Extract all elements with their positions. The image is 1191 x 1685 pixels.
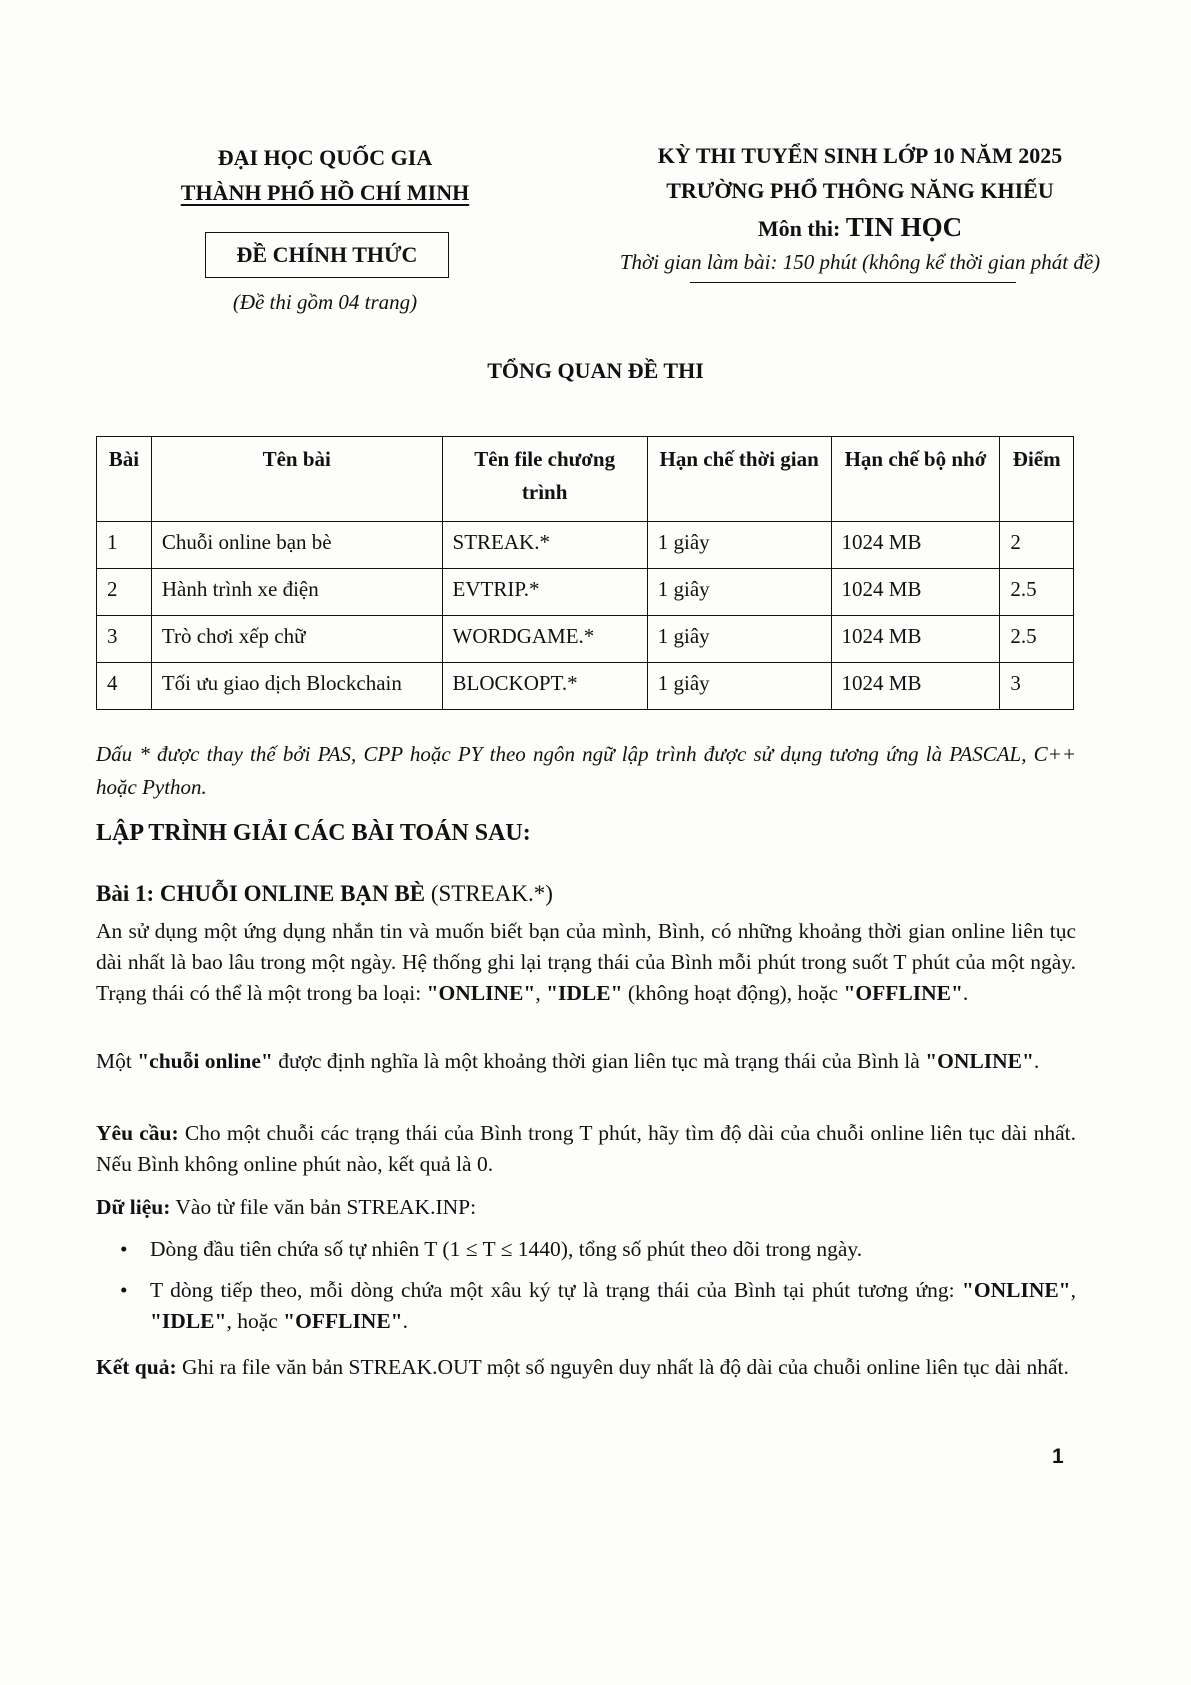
cell-memory: 1024 MB — [831, 522, 1000, 569]
city-name: THÀNH PHỐ HỒ CHÍ MINH — [180, 180, 470, 205]
header-memory-limit: Hạn chế bộ nhớ — [831, 437, 1000, 522]
header-time-limit: Hạn chế thời gian — [647, 437, 831, 522]
header-left — [150, 140, 500, 210]
cell-memory: 1024 MB — [831, 663, 1000, 710]
time-underline — [690, 282, 1016, 283]
cell-memory: 1024 MB — [831, 569, 1000, 616]
subject-value: TIN HỌC — [845, 212, 963, 242]
cell-name: Chuỗi online bạn bè — [151, 522, 442, 569]
bullet-sep: , — [1070, 1278, 1076, 1302]
def-term: "chuỗi online" — [137, 1049, 273, 1073]
cell-problem: 4 — [97, 663, 152, 710]
header-file: Tên file chương trình — [442, 437, 647, 522]
cell-file: WORDGAME.* — [442, 616, 647, 663]
status-online: "ONLINE" — [961, 1278, 1071, 1302]
problem1-output — [96, 1352, 1076, 1383]
header-name: Tên bài — [151, 437, 442, 522]
overview-table — [96, 436, 1074, 710]
bullet-dot: • — [120, 1237, 128, 1261]
table-row — [97, 522, 1074, 569]
status-idle: "IDLE" — [150, 1309, 227, 1333]
problem1-requirement — [96, 1118, 1076, 1180]
cell-score: 2.5 — [1000, 616, 1074, 663]
output-label: Kết quả: — [96, 1355, 177, 1379]
bullet-text: Dòng đầu tiên chứa số tự nhiên T (1 ≤ T ≤ 1440), tổng số phút theo dõi trong ngày. — [150, 1237, 863, 1261]
section-title: LẬP TRÌNH GIẢI CÁC BÀI TOÁN SAU: — [96, 820, 531, 846]
status-offline: "OFFLINE" — [283, 1309, 403, 1333]
cell-score: 3 — [1000, 663, 1074, 710]
header-problem: Bài — [97, 437, 152, 522]
cell-file: EVTRIP.* — [442, 569, 647, 616]
problem1-description — [96, 916, 1076, 1009]
status-online: "ONLINE" — [925, 1049, 1034, 1073]
bullet-text: T dòng tiếp theo, mỗi dòng chứa một xâu ký tự là trạng thái của Bình tại phút tương ứng: — [150, 1278, 962, 1302]
bullet-text: , hoặc — [226, 1309, 284, 1333]
problem1-definition — [96, 1046, 1076, 1077]
requirement-label: Yêu cầu: — [96, 1121, 179, 1145]
desc-sep: , — [535, 981, 547, 1005]
def-text: . — [1033, 1049, 1040, 1073]
cell-time: 1 giây — [647, 522, 831, 569]
problem1-input — [96, 1192, 1076, 1223]
table-row — [97, 616, 1074, 663]
cell-time: 1 giây — [647, 663, 831, 710]
problem1-title-bold: Bài 1: CHUỖI ONLINE BẠN BÈ — [96, 881, 426, 906]
bullet-dot: • — [120, 1278, 128, 1302]
page-number: 1 — [1052, 1445, 1064, 1468]
cell-problem: 1 — [97, 522, 152, 569]
output-text: Ghi ra file văn bản STREAK.OUT một số nguyên duy nhất là độ dài của chuỗi online liên tục dài nhất. — [176, 1355, 1069, 1379]
status-offline: "OFFLINE" — [843, 981, 963, 1005]
subject-line — [560, 208, 1160, 248]
cell-score: 2 — [1000, 522, 1074, 569]
requirement-text: Cho một chuỗi các trạng thái của Bình trong T phút, hãy tìm độ dài của chuỗi online liên tục dài nhất. Nếu Bình không online phút nào, kết quả là 0. — [96, 1121, 1076, 1176]
exam-name: KỲ THI TUYỂN SINH LỚP 10 NĂM 2025 — [657, 143, 1063, 168]
status-idle: "IDLE" — [546, 981, 623, 1005]
def-text: được định nghĩa là một khoảng thời gian liên tục mà trạng thái của Bình là — [272, 1049, 926, 1073]
overview-title: TỔNG QUAN ĐỀ THI — [487, 358, 704, 383]
input-bullet-list — [120, 1234, 1076, 1347]
cell-file: BLOCKOPT.* — [442, 663, 647, 710]
table-row — [97, 569, 1074, 616]
input-text: Vào từ file văn bản STREAK.INP: — [170, 1195, 477, 1219]
desc-text: An sử dụng một ứng dụng nhắn tin và muốn biết bạn của mình, Bình, có những khoảng thời gian online liên tục dài nhất là bao lâu trong một ngày. Hệ thống ghi lại trạng thái của Bình mỗi phút trong suốt T phút của một ngày. Trạng thái có thể là một trong ba loại: — [96, 919, 1076, 1005]
cell-time: 1 giây — [647, 569, 831, 616]
language-note: Dấu * được thay thế bởi PAS, CPP hoặc PY theo ngôn ngữ lập trình được sử dụng tương ứng là PASCAL, C++ hoặc Python. — [96, 742, 1076, 799]
bullet-text: . — [402, 1309, 408, 1333]
list-item — [120, 1275, 1076, 1337]
university-name: ĐẠI HỌC QUỐC GIA — [217, 145, 433, 170]
cell-problem: 2 — [97, 569, 152, 616]
def-text: Một — [96, 1049, 138, 1073]
cell-name: Tối ưu giao dịch Blockchain — [151, 663, 442, 710]
cell-name: Trò chơi xếp chữ — [151, 616, 442, 663]
cell-problem: 3 — [97, 616, 152, 663]
time-note: Thời gian làm bài: 150 phút (không kể thời gian phát đề) — [619, 250, 1101, 274]
cell-time: 1 giây — [647, 616, 831, 663]
header-right — [560, 138, 1160, 275]
table-header-row — [97, 437, 1074, 522]
pages-note: (Đề thi gồm 04 trang) — [232, 290, 418, 314]
official-exam-box: ĐỀ CHÍNH THỨC — [205, 232, 449, 278]
cell-memory: 1024 MB — [831, 616, 1000, 663]
subject-label: Môn thi: — [757, 216, 841, 241]
list-item — [120, 1234, 1076, 1265]
desc-text: . — [962, 981, 969, 1005]
table-row — [97, 663, 1074, 710]
header-score: Điểm — [1000, 437, 1074, 522]
desc-text: (không hoạt động), hoặc — [622, 981, 844, 1005]
cell-file: STREAK.* — [442, 522, 647, 569]
status-online: "ONLINE" — [426, 981, 536, 1005]
cell-score: 2.5 — [1000, 569, 1074, 616]
input-label: Dữ liệu: — [96, 1195, 171, 1219]
school-name: TRƯỜNG PHỔ THÔNG NĂNG KHIẾU — [666, 178, 1054, 203]
problem1-title-file: (STREAK.*) — [425, 881, 553, 906]
cell-name: Hành trình xe điện — [151, 569, 442, 616]
problem1-title — [96, 878, 1076, 909]
